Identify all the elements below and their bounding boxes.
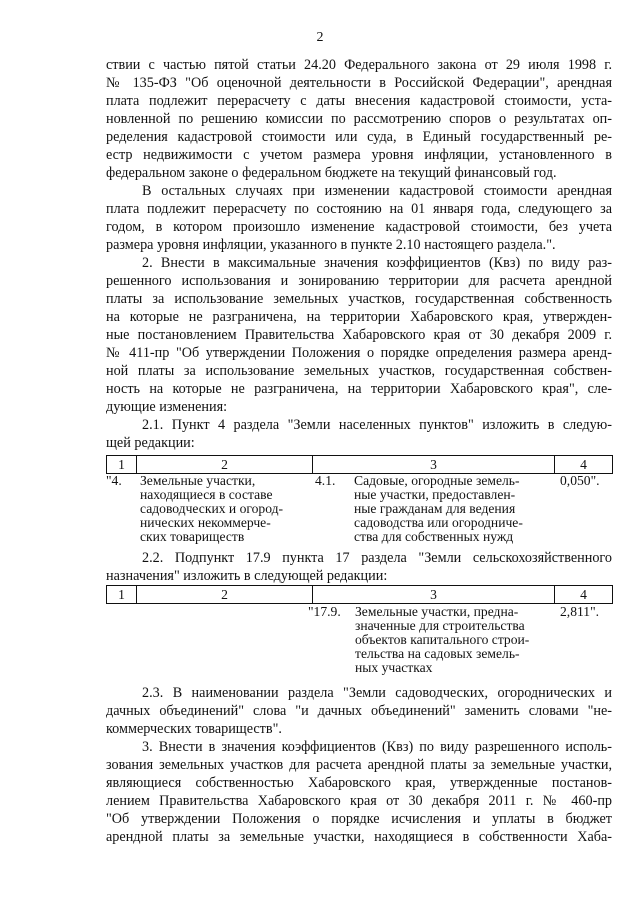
text-line: В остальных случаях при изменении кадастровой стоимости арендная	[142, 183, 612, 199]
text-line: ной платы за использование земельных участков, государственная собствен-	[106, 363, 612, 379]
text-line: № 411-пр "Об утверждении Положения о порядке определения размера аренд-	[106, 345, 612, 361]
table-header-cell: 1	[107, 456, 137, 474]
text-line: 2.3. В наименовании раздела "Земли садоводческих, огороднических и	[142, 685, 612, 701]
table-header-row	[106, 585, 613, 604]
table-header-row	[106, 455, 613, 474]
text-line: ность на которые не разграничена, на территории Хабаровского края", сле-	[106, 381, 612, 397]
table-header-cell: 4	[555, 456, 613, 474]
text-line: плата подлежит перерасчету по состоянию на 01 января года, следующего за	[106, 201, 612, 217]
coefficient-value: 2,811".	[560, 604, 600, 619]
subitem-number: "17.9.	[308, 604, 341, 619]
text-line: на которые не разграничена, на территории Хабаровского края, утвержден-	[106, 309, 612, 325]
coefficient-value: 0,050".	[560, 473, 600, 488]
text-line: 2.1. Пункт 4 раздела "Земли населенных пунктов" изложить в следую-	[142, 417, 612, 433]
subitem-description-line: ные участки, предоставлен-	[354, 487, 516, 502]
text-line: дующие изменения:	[106, 399, 228, 415]
text-line: платы за использование земельных участков, государственная собственность	[106, 291, 612, 307]
text-line: решенного использования и зонированию территории для расчета арендной	[106, 273, 612, 289]
subitem-description-line: Земельные участки, предна-	[355, 604, 519, 619]
page-number: 2	[316, 30, 324, 45]
text-line: лением Правительства Хабаровского края от 30 декабря 2011 г. № 460-пр	[106, 793, 612, 809]
table-header-cell: 3	[313, 586, 555, 604]
item-description-line: нических некоммерче-	[140, 515, 271, 530]
text-line: федеральном законе о федеральном бюджете на текущий финансовый год.	[106, 165, 557, 181]
text-line: арендной платы за земельные участки, находящиеся в собственности Хаба-	[106, 829, 612, 845]
text-line: ные постановлением Правительства Хабаровского края от 30 декабря 2009 г.	[106, 327, 612, 343]
subitem-description-line: Садовые, огородные земель-	[354, 473, 520, 488]
subitem-description-line: ства для собственных нужд	[354, 529, 514, 544]
item-number: "4.	[106, 473, 122, 488]
subitem-description-line: ные гражданам для ведения	[354, 501, 516, 516]
subitem-description-line: объектов капитального строи-	[355, 632, 530, 647]
text-line: дачных объединений" слова "и дачных объединений" заменить словами "не-	[106, 703, 612, 719]
subitem-description-line: тельства на садовых земель-	[355, 646, 520, 661]
item-description-line: Земельные участки,	[140, 473, 256, 488]
text-line: назначения" изложить в следующей редакции:	[106, 568, 388, 584]
item-description-line: ских товариществ	[140, 529, 245, 544]
text-line: годом, в котором произошло изменение кадастровой стоимости, без учета	[106, 219, 612, 235]
subitem-description-line: садоводства или огородниче-	[354, 515, 523, 530]
text-line: коммерческих товариществ".	[106, 721, 282, 737]
text-line: ределения кадастровой стоимости или суда, в Единый государственный ре-	[106, 129, 612, 145]
item-description-line: садоводческих и огород-	[140, 501, 284, 516]
text-line: новленной по решению комиссии по рассмотрению споров о результатах оп-	[106, 111, 612, 127]
text-line: 3. Внести в значения коэффициентов (Квз) по виду разрешенного исполь-	[142, 739, 612, 755]
text-line: 2. Внести в максимальные значения коэффициентов (Квз) по виду раз-	[142, 255, 612, 271]
text-line: 2.2. Подпункт 17.9 пункта 17 раздела "Земли сельскохозяйственного	[142, 550, 612, 566]
table-header-cell: 3	[313, 456, 555, 474]
text-line: плата подлежит перерасчету с даты внесения кадастровой стоимости, уста-	[106, 93, 612, 109]
table-header-cell: 4	[555, 586, 613, 604]
table-header-cell: 1	[107, 586, 137, 604]
text-line: естр недвижимости с учетом размера уровня инфляции, установленного в	[106, 147, 612, 163]
text-line: "Об утверждении Положения о порядке исчисления и уплаты в бюджет	[106, 811, 612, 827]
text-line: щей редакции:	[106, 435, 195, 451]
subitem-description-line: значенные для строительства	[355, 618, 525, 633]
text-line: размера уровня инфляции, указанного в пункте 2.10 настоящего раздела.".	[106, 237, 556, 253]
text-line: ствии с частью пятой статьи 24.20 Федерального закона от 29 июля 1998 г.	[106, 57, 612, 73]
subitem-description-line: ных участках	[355, 660, 433, 675]
item-description-line: находящиеся в составе	[140, 487, 273, 502]
text-line: являющиеся собственностью Хабаровского края, утвержденные постанов-	[106, 775, 612, 791]
subitem-number: 4.1.	[315, 473, 336, 488]
text-line: № 135-ФЗ "Об оценочной деятельности в Российской Федерации", арендная	[106, 75, 612, 91]
text-line: зования земельных участков для расчета арендной платы за земельные участки,	[106, 757, 612, 773]
table-header-cell: 2	[137, 456, 313, 474]
table-header-cell: 2	[137, 586, 313, 604]
